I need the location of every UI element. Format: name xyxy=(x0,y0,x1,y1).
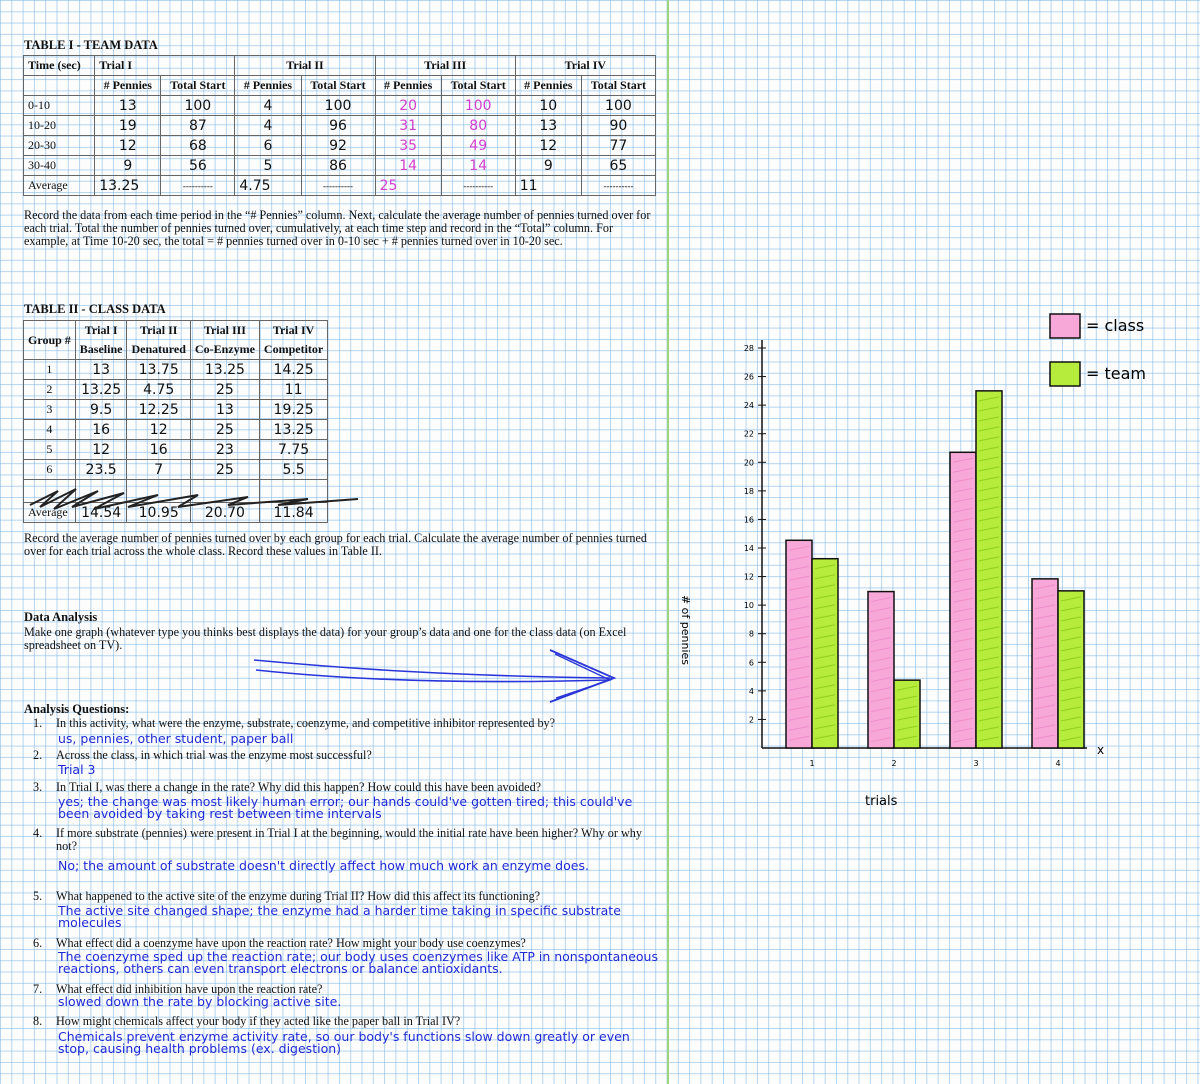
t2-trial-sub: Denatured xyxy=(127,340,190,360)
time-cell: 0-10 xyxy=(24,96,95,116)
t1-sub-header: # Pennies xyxy=(515,76,581,96)
t2-average-cell: 11.84 xyxy=(259,503,327,523)
question-text: In Trial I, was there a change in the rate? Why did this happen? How could this have been avoided? xyxy=(56,780,542,794)
t1-average-cell: ---------- xyxy=(161,176,235,196)
t1-cell: 90 xyxy=(581,116,655,136)
t1-cell: 4 xyxy=(235,116,301,136)
t2-cell: 13.25 xyxy=(75,380,127,400)
t1-average-cell: 13.25 xyxy=(95,176,161,196)
question-number: 7. xyxy=(33,982,43,996)
t1-cell: 13 xyxy=(515,116,581,136)
y-tick-label: 28 xyxy=(743,344,754,353)
data-analysis-text: Make one graph (whatever type you thinks best displays the data) for your group’s data and one for the class data (on Excel spreadsheet on TV). xyxy=(24,625,627,652)
t1-cell: 12 xyxy=(95,136,161,156)
question-text: What happened to the active site of the enzyme during Trial II? How did this affect its functioning? xyxy=(56,889,541,903)
bar-team-4 xyxy=(1058,591,1084,748)
y-tick-label: 20 xyxy=(743,458,754,468)
question-number: 6. xyxy=(33,936,43,950)
answer-text: Chemicals prevent enzyme activity rate, so our body's functions slow down greatly or even stop, causing health problems (ex. digestion) xyxy=(58,1029,630,1056)
t2-average-cell: 10.95 xyxy=(127,503,190,523)
y-tick-label: 18 xyxy=(743,486,754,496)
table1-title: TABLE I - TEAM DATA xyxy=(24,38,158,52)
table-row xyxy=(24,96,656,116)
legend-label-class: = class xyxy=(1086,316,1145,335)
time-cell: 20-30 xyxy=(24,136,95,156)
t1-trial-header: Trial I xyxy=(95,56,235,76)
y-tick-label: 26 xyxy=(743,372,754,382)
question-number: 2. xyxy=(33,748,43,762)
y-tick-label: 4 xyxy=(748,686,754,696)
question-text: In this activity, what were the enzyme, substrate, coenzyme, and competitive inhibitor represented by? xyxy=(56,716,556,730)
answer-text: us, pennies, other student, paper ball xyxy=(58,731,294,746)
t2-cell: 25 xyxy=(190,420,259,440)
t1-sub-header: # Pennies xyxy=(375,76,441,96)
question-text: If more substrate (pennies) were present in Trial I at the beginning, would the initial rate have been higher? Why or why not? xyxy=(56,826,642,853)
t1-sub-header: # Pennies xyxy=(95,76,161,96)
t2-cell: 12.25 xyxy=(127,400,190,420)
y-tick-label: 16 xyxy=(743,515,754,525)
t1-cell: 31 xyxy=(375,116,441,136)
t2-cell: 19.25 xyxy=(259,400,327,420)
average-label: Average xyxy=(24,503,76,523)
t1-average-cell: 11 xyxy=(515,176,581,196)
legend-label-team: = team xyxy=(1086,364,1146,383)
t2-trial-sub: Baseline xyxy=(75,340,127,360)
x-tick-label: 1 xyxy=(809,759,815,768)
t2-trial-header: Trial I xyxy=(75,321,127,341)
average-row xyxy=(24,176,656,196)
average-label: Average xyxy=(24,176,95,196)
time-cell: 10-20 xyxy=(24,116,95,136)
t2-cell: 13.25 xyxy=(259,420,327,440)
t2-cell: 13 xyxy=(75,360,127,380)
t1-average-cell: ---------- xyxy=(581,176,655,196)
t2-cell: 5.5 xyxy=(259,460,327,480)
t1-cell: 9 xyxy=(515,156,581,176)
t1-cell: 19 xyxy=(95,116,161,136)
t1-cell: 92 xyxy=(301,136,375,156)
t1-cell: 100 xyxy=(581,96,655,116)
t1-cell: 4 xyxy=(235,96,301,116)
table1-instructions: Record the data from each time period in the “# Pennies” column. Next, calculate the average number of pennies turned over for each trial. Total the number of pennies turned over, cumulatively, at each time step and record in the “Total” column. For example, at Time 10-20 sec, the total = # pennies turned over in 0-10 sec + # pennies turned over in 10-20 sec. xyxy=(24,208,651,248)
t1-cell: 10 xyxy=(515,96,581,116)
t1-cell: 86 xyxy=(301,156,375,176)
t2-cell: 16 xyxy=(127,440,190,460)
t1-cell: 56 xyxy=(161,156,235,176)
table2-title: TABLE II - CLASS DATA xyxy=(24,302,166,316)
t1-cell: 35 xyxy=(375,136,441,156)
t2-cell: 4.75 xyxy=(127,380,190,400)
pennies-bar-chart xyxy=(670,300,1200,830)
t1-sub-header: # Pennies xyxy=(235,76,301,96)
empty-cell xyxy=(24,76,95,96)
t2-cell: 11 xyxy=(259,380,327,400)
question-number: 3. xyxy=(33,780,43,794)
x-tick-label: 4 xyxy=(1055,759,1061,768)
t1-cell: 49 xyxy=(441,136,515,156)
t1-sub-header: Total Start xyxy=(441,76,515,96)
t1-cell: 96 xyxy=(301,116,375,136)
answer-text: The active site changed shape; the enzyme had a harder time taking in specific substrate molecules xyxy=(58,903,621,930)
table-row xyxy=(24,156,656,176)
t1-cell: 100 xyxy=(441,96,515,116)
y-axis-label: # of pennies xyxy=(679,594,692,666)
scribble-mark xyxy=(28,485,368,513)
t2-trial-sub: Competitor xyxy=(259,340,327,360)
t1-cell: 6 xyxy=(235,136,301,156)
t1-sub-header: Total Start xyxy=(581,76,655,96)
t2-cell: 25 xyxy=(190,460,259,480)
margin-line xyxy=(667,0,669,1084)
t2-cell: 7.75 xyxy=(259,440,327,460)
time-cell: 30-40 xyxy=(24,156,95,176)
question-number: 4. xyxy=(33,826,43,840)
t1-cell: 14 xyxy=(375,156,441,176)
t1-average-cell: ---------- xyxy=(301,176,375,196)
t1-cell: 13 xyxy=(95,96,161,116)
legend-swatch-class xyxy=(1050,314,1080,338)
t2-cell: 23 xyxy=(190,440,259,460)
t1-average-cell: ---------- xyxy=(441,176,515,196)
y-tick-label: 8 xyxy=(748,629,754,639)
t1-sub-header: Total Start xyxy=(301,76,375,96)
y-tick-label: 14 xyxy=(743,544,754,553)
t2-cell: 25 xyxy=(190,380,259,400)
question-text: How might chemicals affect your body if they acted like the paper ball in Trial IV? xyxy=(56,1014,461,1028)
y-tick-label: 12 xyxy=(743,572,754,582)
t2-trial-header: Trial III xyxy=(190,321,259,341)
t1-cell: 80 xyxy=(441,116,515,136)
y-tick-label: 2 xyxy=(748,715,754,725)
t1-cell: 77 xyxy=(581,136,655,156)
t2-cell: 7 xyxy=(127,460,190,480)
group-header: Group # xyxy=(24,321,76,360)
y-tick-label: 24 xyxy=(743,401,754,411)
table2-instructions: Record the average number of pennies turned over by each group for each trial. Calculate the average number of pennies turned over for each trial across the whole class. Record these values in Table II. xyxy=(24,531,647,558)
t1-sub-header: Total Start xyxy=(161,76,235,96)
bar-class-4 xyxy=(1032,579,1058,748)
table-row xyxy=(24,380,328,400)
t2-average-cell: 14.54 xyxy=(75,503,127,523)
question-number: 1. xyxy=(33,716,43,730)
table-row xyxy=(24,460,328,480)
t1-cell: 14 xyxy=(441,156,515,176)
table-row xyxy=(24,400,328,420)
t1-cell: 87 xyxy=(161,116,235,136)
group-cell: 4 xyxy=(24,420,76,440)
t2-trial-header: Trial II xyxy=(127,321,190,341)
x-axis-letter: x xyxy=(1097,743,1105,757)
question-text: What effect did inhibition have upon the reaction rate? xyxy=(56,982,323,996)
answer-text: No; the amount of substrate doesn't directly affect how much work an enzyme does. xyxy=(58,858,589,873)
t1-cell: 9 xyxy=(95,156,161,176)
answer-text: yes; the change was most likely human error; our hands could've gotten tired; this could've been avoided by taking rest between time intervals xyxy=(58,794,633,821)
table-row xyxy=(24,360,328,380)
y-tick-label: 6 xyxy=(748,658,754,668)
t2-trial-header: Trial IV xyxy=(259,321,327,341)
t2-trial-sub: Co-Enzyme xyxy=(190,340,259,360)
group-cell: 3 xyxy=(24,400,76,420)
t1-cell: 100 xyxy=(301,96,375,116)
t1-cell: 65 xyxy=(581,156,655,176)
t1-trial-header: Trial III xyxy=(375,56,515,76)
table-row xyxy=(24,440,328,460)
x-tick-label: 2 xyxy=(891,759,897,768)
answer-text: slowed down the rate by blocking active site. xyxy=(58,994,342,1009)
arrow-to-graph xyxy=(250,640,630,705)
bar-team-3 xyxy=(976,391,1002,748)
data-analysis-title: Data Analysis xyxy=(24,610,98,624)
t1-cell: 100 xyxy=(161,96,235,116)
x-axis-label: trials xyxy=(865,794,898,809)
t1-cell: 12 xyxy=(515,136,581,156)
t2-cell: 14.25 xyxy=(259,360,327,380)
t1-trial-header: Trial II xyxy=(235,56,375,76)
t2-cell: 16 xyxy=(75,420,127,440)
t1-cell: 68 xyxy=(161,136,235,156)
t1-cell: 20 xyxy=(375,96,441,116)
group-cell: 2 xyxy=(24,380,76,400)
t1-trial-header: Trial IV xyxy=(515,56,655,76)
legend-swatch-team xyxy=(1050,362,1080,386)
group-cell: 1 xyxy=(24,360,76,380)
t2-cell: 13.75 xyxy=(127,360,190,380)
t2-cell: 9.5 xyxy=(75,400,127,420)
t2-cell: 12 xyxy=(75,440,127,460)
table-row xyxy=(24,136,656,156)
t1-cell: 5 xyxy=(235,156,301,176)
question-text: Across the class, in which trial was the enzyme most successful? xyxy=(56,748,372,762)
t1-average-cell: 4.75 xyxy=(235,176,301,196)
table-row xyxy=(24,420,328,440)
y-tick-label: 10 xyxy=(743,601,754,611)
x-tick-label: 3 xyxy=(973,759,979,768)
answer-text: Trial 3 xyxy=(58,762,96,777)
y-tick-label: 22 xyxy=(743,429,754,439)
analysis-questions-title: Analysis Questions: xyxy=(24,702,130,716)
t2-cell: 12 xyxy=(127,420,190,440)
answer-text: The coenzyme sped up the reaction rate; our body uses coenzymes like ATP in nonspontaneous reactions, others can even transport electrons or balance antioxidants. xyxy=(58,949,658,976)
question-number: 8. xyxy=(33,1014,43,1028)
time-header: Time (sec) xyxy=(24,56,95,76)
t2-cell: 13.25 xyxy=(190,360,259,380)
question-number: 5. xyxy=(33,889,43,903)
t1-average-cell: 25 xyxy=(375,176,441,196)
t2-cell: 13 xyxy=(190,400,259,420)
group-cell: 5 xyxy=(24,440,76,460)
table-row xyxy=(24,116,656,136)
group-cell: 6 xyxy=(24,460,76,480)
team-data-table xyxy=(23,55,656,196)
t2-average-cell: 20.70 xyxy=(190,503,259,523)
t2-cell: 23.5 xyxy=(75,460,127,480)
question-text: What effect did a coenzyme have upon the reaction rate? How might your body use coenzymes? xyxy=(56,936,526,950)
